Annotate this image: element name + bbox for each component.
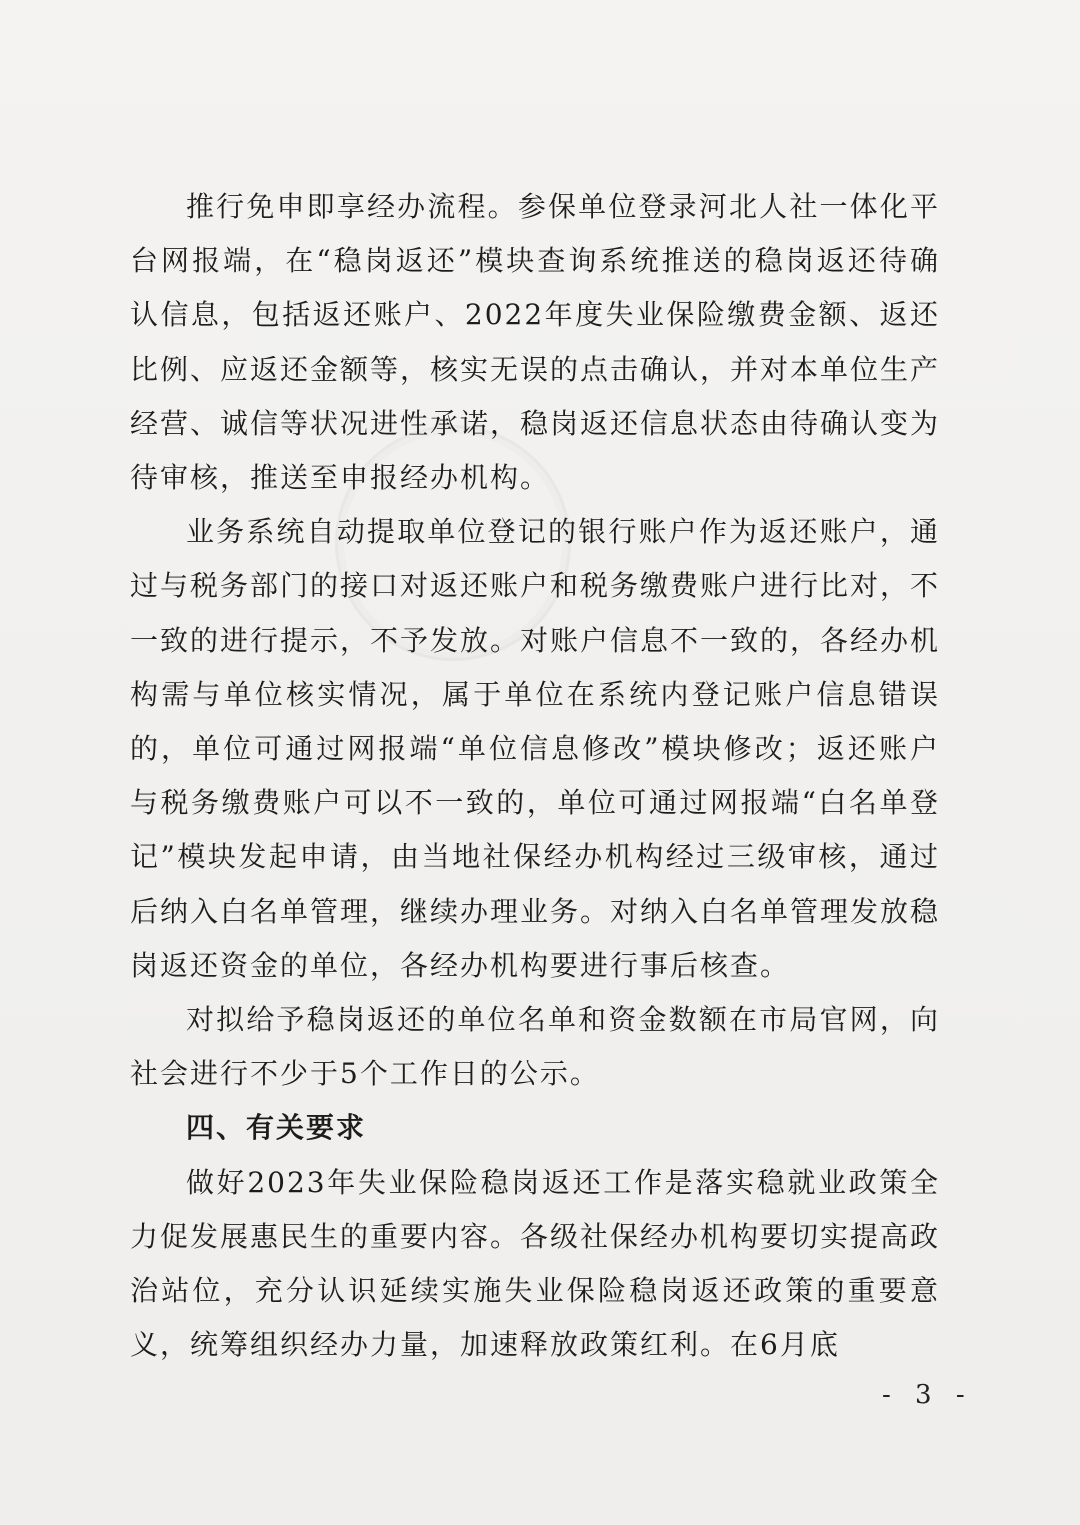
paragraph-account-check: 业务系统自动提取单位登记的银行账户作为返还账户，通过与税务部门的接口对返还账户和税务缴费账户进行比对，不一致的进行提示，不予发放。对账户信息不一致的，各经办机构需与单位核实情况，属于单位在系统内登记账户信息错误的，单位可通过网报端“单位信息修改”模块修改；返还账户与税务缴费账户可以不一致的，单位可通过网报端“白名单登记”模块发起申请，由当地社保经办机构经过三级审核，通过后纳入白名单管理，继续办理业务。对纳入白名单管理发放稳岗返还资金的单位，各经办机构要进行事后核查。 (130, 515, 941, 982)
page-number: - 3 - (882, 1380, 973, 1410)
paragraph-process: 推行免申即享经办流程。参保单位登录河北人社一体化平台网报端，在“稳岗返还”模块查询系统推送的稳岗返还待确认信息，包括返还账户、2022年度失业保险缴费金额、返还比例、应返还金额等，核实无误的点击确认，并对本单位生产经营、诚信等状况进性承诺，稳岗返还信息状态由待确认变为待审核，推送至申报经办机构。 (130, 190, 941, 495)
section-heading: 四、有关要求 (186, 1111, 367, 1145)
document-body (130, 180, 940, 1372)
paragraph-publicity: 对拟给予稳岗返还的单位名单和资金数额在市局官网，向社会进行不少于5个工作日的公示。 (130, 1003, 940, 1091)
paragraph-requirements: 做好2023年失业保险稳岗返还工作是落实稳就业政策全力促发展惠民生的重要内容。各级社保经办机构要切实提高政治站位，充分认识延续实施失业保险稳岗返还政策的重要意义，统筹组织经办力量，加速释放政策红利。在6月底 (130, 1165, 941, 1362)
